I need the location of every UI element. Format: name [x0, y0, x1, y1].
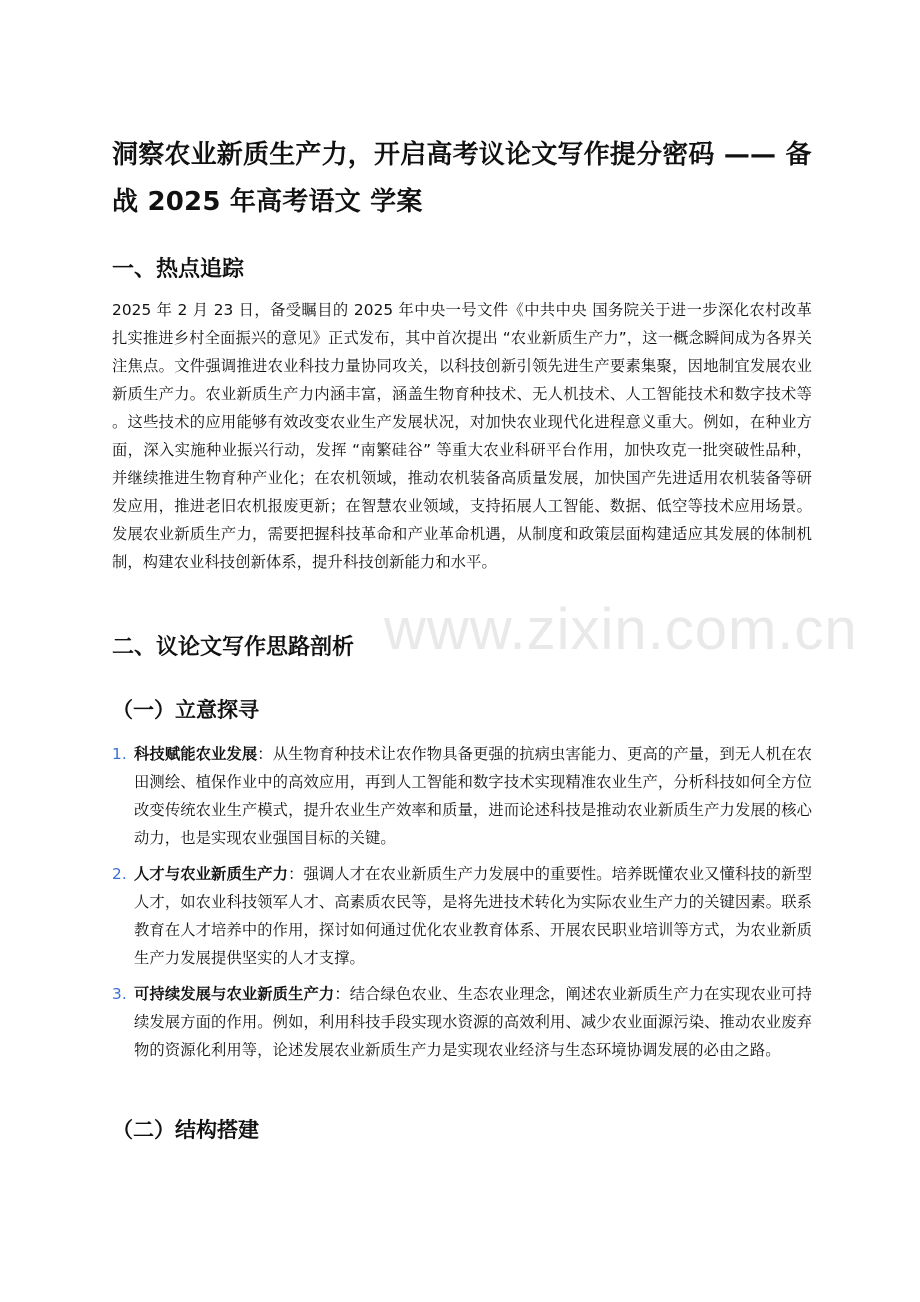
- list-item-text: ：结合绿色农业、生态农业理念，阐述农业新质生产力在实现农业可持续发展方面的作用。例如，利用科技手段实现水资源的高效利用、减少农业面源污染、推动农业废弃物的资源化利用等，论述发展农业新质生产力是实现农业经济与生态环境协调发展的必由之路。: [134, 985, 812, 1059]
- theme-list: [112, 740, 812, 1064]
- subsection-heading-structure: （二）结构搭建: [112, 1118, 259, 1142]
- list-item-lead: 人才与农业新质生产力: [134, 865, 289, 883]
- list-number: 1.: [112, 745, 127, 763]
- subsection-heading-theme: （一）立意探寻: [112, 698, 259, 722]
- list-item-text: ：强调人才在农业新质生产力发展中的重要性。培养既懂农业又懂科技的新型人才，如农业科技领军人才、高素质农民等，是将先进技术转化为实际农业生产力的关键因素。联系教育在人才培养中的作用，探讨如何通过优化农业教育体系、开展农民职业培训等方式，为农业新质生产力发展提供坚实的人才支撑。: [134, 865, 812, 967]
- list-number: 2.: [112, 865, 127, 883]
- hot-topic-paragraph: 2025 年 2 月 23 日，备受瞩目的 2025 年中央一号文件《中共中央 国务院关于进一步深化农村改革 扎实推进乡村全面振兴的意见》正式发布，其中首次提出 “农业新质生产力”，这一概念瞬间成为各界关注焦点。文件强调推进农业科技力量协同攻关，以科技创新引领先进生产要素集聚，因地制宜发展农业新质生产力。农业新质生产力内涵丰富，涵盖生物育种技术、无人机技术、人工智能技术和数字技术等 。这些技术的应用能够有效改变农业生产发展状况，对加快农业现代化进程意义重大。例如，在种业方面，深入实施种业振兴行动，发挥 “南繁硅谷” 等重大农业科研平台作用，加快攻克一批突破性品种，并继续推进生物育种产业化；在农机领域，推动农机装备高质量发展，加快国产先进适用农机装备等研发应用，推进老旧农机报废更新；在智慧农业领域，支持拓展人工智能、数据、低空等技术应用场景。发展农业新质生产力，需要把握科技革命和产业革命机遇，从制度和政策层面构建适应其发展的体制机制，构建农业科技创新体系，提升科技创新能力和水平。: [112, 301, 812, 571]
- section-heading-writing-analysis: 二、议论文写作思路剖析: [112, 635, 355, 660]
- list-item-lead: 科技赋能农业发展: [134, 745, 258, 763]
- list-item: [112, 740, 812, 852]
- document-title: 洞察农业新质生产力，开启高考议论文写作提分密码 —— 备战 2025 年高考语文 学案: [112, 140, 812, 217]
- list-number: 3.: [112, 985, 127, 1003]
- section-heading-hot-topic: 一、热点追踪: [112, 257, 245, 282]
- list-item-lead: 可持续发展与农业新质生产力: [134, 985, 335, 1003]
- watermark: www.zixin.com.cn: [384, 597, 858, 662]
- list-item: [112, 860, 812, 972]
- list-item-text: ：从生物育种技术让农作物具备更强的抗病虫害能力、更高的产量，到无人机在农田测绘、植保作业中的高效应用，再到人工智能和数字技术实现精准农业生产，分析科技如何全方位改变传统农业生产模式，提升农业生产效率和质量，进而论述科技是推动农业新质生产力发展的核心动力，也是实现农业强国目标的关键。: [134, 745, 812, 847]
- list-item: [112, 980, 812, 1064]
